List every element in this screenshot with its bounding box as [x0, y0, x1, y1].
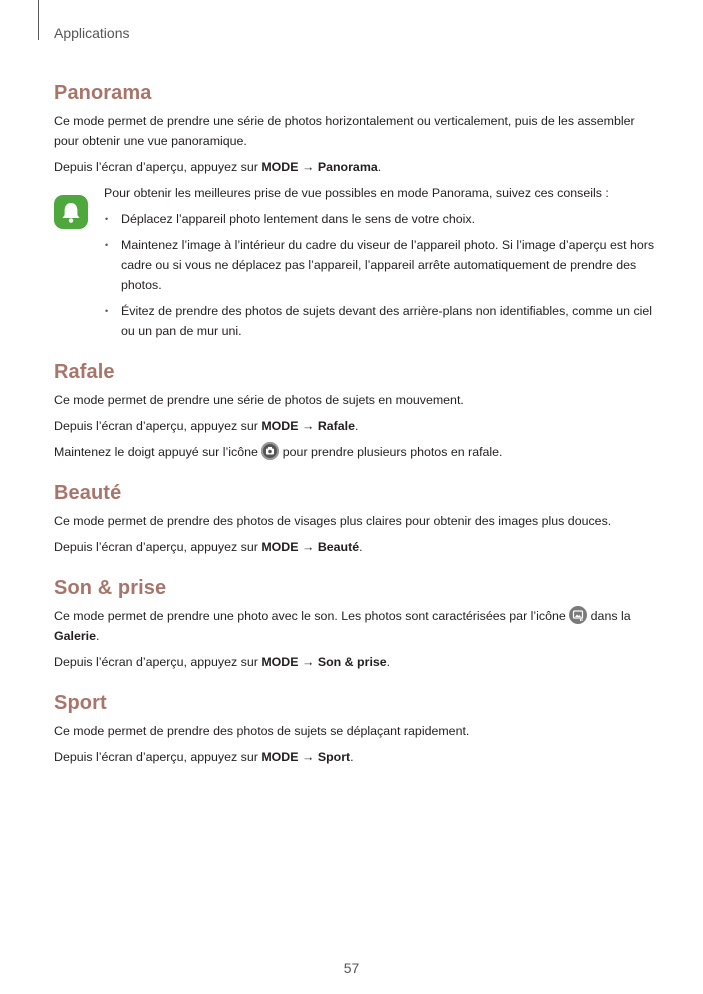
section-title-son-prise: Son & prise: [54, 577, 167, 599]
rafale-hold-instruction: Maintenez le doigt appuyé sur l’icône pour prendre plusieurs photos en rafale.: [54, 442, 659, 462]
son-prise-navigation: Depuis l’écran d’aperçu, appuyez sur MODE → Son & prise.: [54, 655, 391, 669]
son-prise-description: Ce mode permet de prendre une photo avec le son. Les photos sont caractérisées par l’icône dans la Galerie.: [54, 606, 659, 646]
section-rafale: [54, 361, 659, 462]
panorama-description: Ce mode permet de prendre une série de photos horizontalement ou verticalement, puis de les assembler pour obtenir une vue panoramique.: [54, 114, 635, 148]
page-number: 57: [343, 960, 360, 976]
section-panorama: [54, 82, 659, 341]
rafale-description: Ce mode permet de prendre une série de photos de sujets en mouvement.: [54, 393, 464, 407]
section-son-prise: [54, 577, 659, 672]
note-intro: Pour obtenir les meilleures prise de vue possibles en mode Panorama, suivez ces conseils :: [104, 186, 609, 200]
panorama-navigation: Depuis l’écran d’aperçu, appuyez sur MODE → Panorama.: [54, 160, 382, 174]
section-title-panorama: Panorama: [54, 82, 152, 104]
running-header: Applications: [54, 25, 130, 41]
sound-photo-icon: [569, 606, 587, 624]
tip-item: • Maintenez l’image à l’intérieur du cadre du viseur de l’appareil photo. Si l’image d’aperçu est hors cadre ou si vous ne déplacez pas l’appareil, l’appareil arrête automatiquement de prendre des photos.: [104, 235, 659, 295]
section-sport: [54, 692, 659, 767]
section-title-sport: Sport: [54, 692, 107, 714]
rafale-navigation: Depuis l’écran d’aperçu, appuyez sur MODE → Rafale.: [54, 419, 359, 433]
page-content: [54, 82, 659, 787]
section-beaute: [54, 482, 659, 557]
beaute-navigation: Depuis l’écran d’aperçu, appuyez sur MODE → Beauté.: [54, 540, 363, 554]
section-title-beaute: Beauté: [54, 482, 122, 504]
beaute-description: Ce mode permet de prendre des photos de visages plus claires pour obtenir des images plus douces.: [54, 514, 612, 528]
tip-item: • Déplacez l’appareil photo lentement dans le sens de votre choix.: [104, 209, 659, 229]
section-title-rafale: Rafale: [54, 361, 115, 383]
bell-icon: [54, 195, 88, 229]
sport-navigation: Depuis l’écran d’aperçu, appuyez sur MODE → Sport.: [54, 750, 354, 764]
camera-shutter-icon: [261, 442, 279, 460]
panorama-note: [54, 183, 659, 341]
tip-item: • Évitez de prendre des photos de sujets devant des arrière-plans non identifiables, comme un ciel ou un pan de mur uni.: [104, 301, 659, 341]
header-corner-rule: [38, 0, 39, 40]
tips-list: [104, 209, 659, 341]
sport-description: Ce mode permet de prendre des photos de sujets se déplaçant rapidement.: [54, 724, 470, 738]
